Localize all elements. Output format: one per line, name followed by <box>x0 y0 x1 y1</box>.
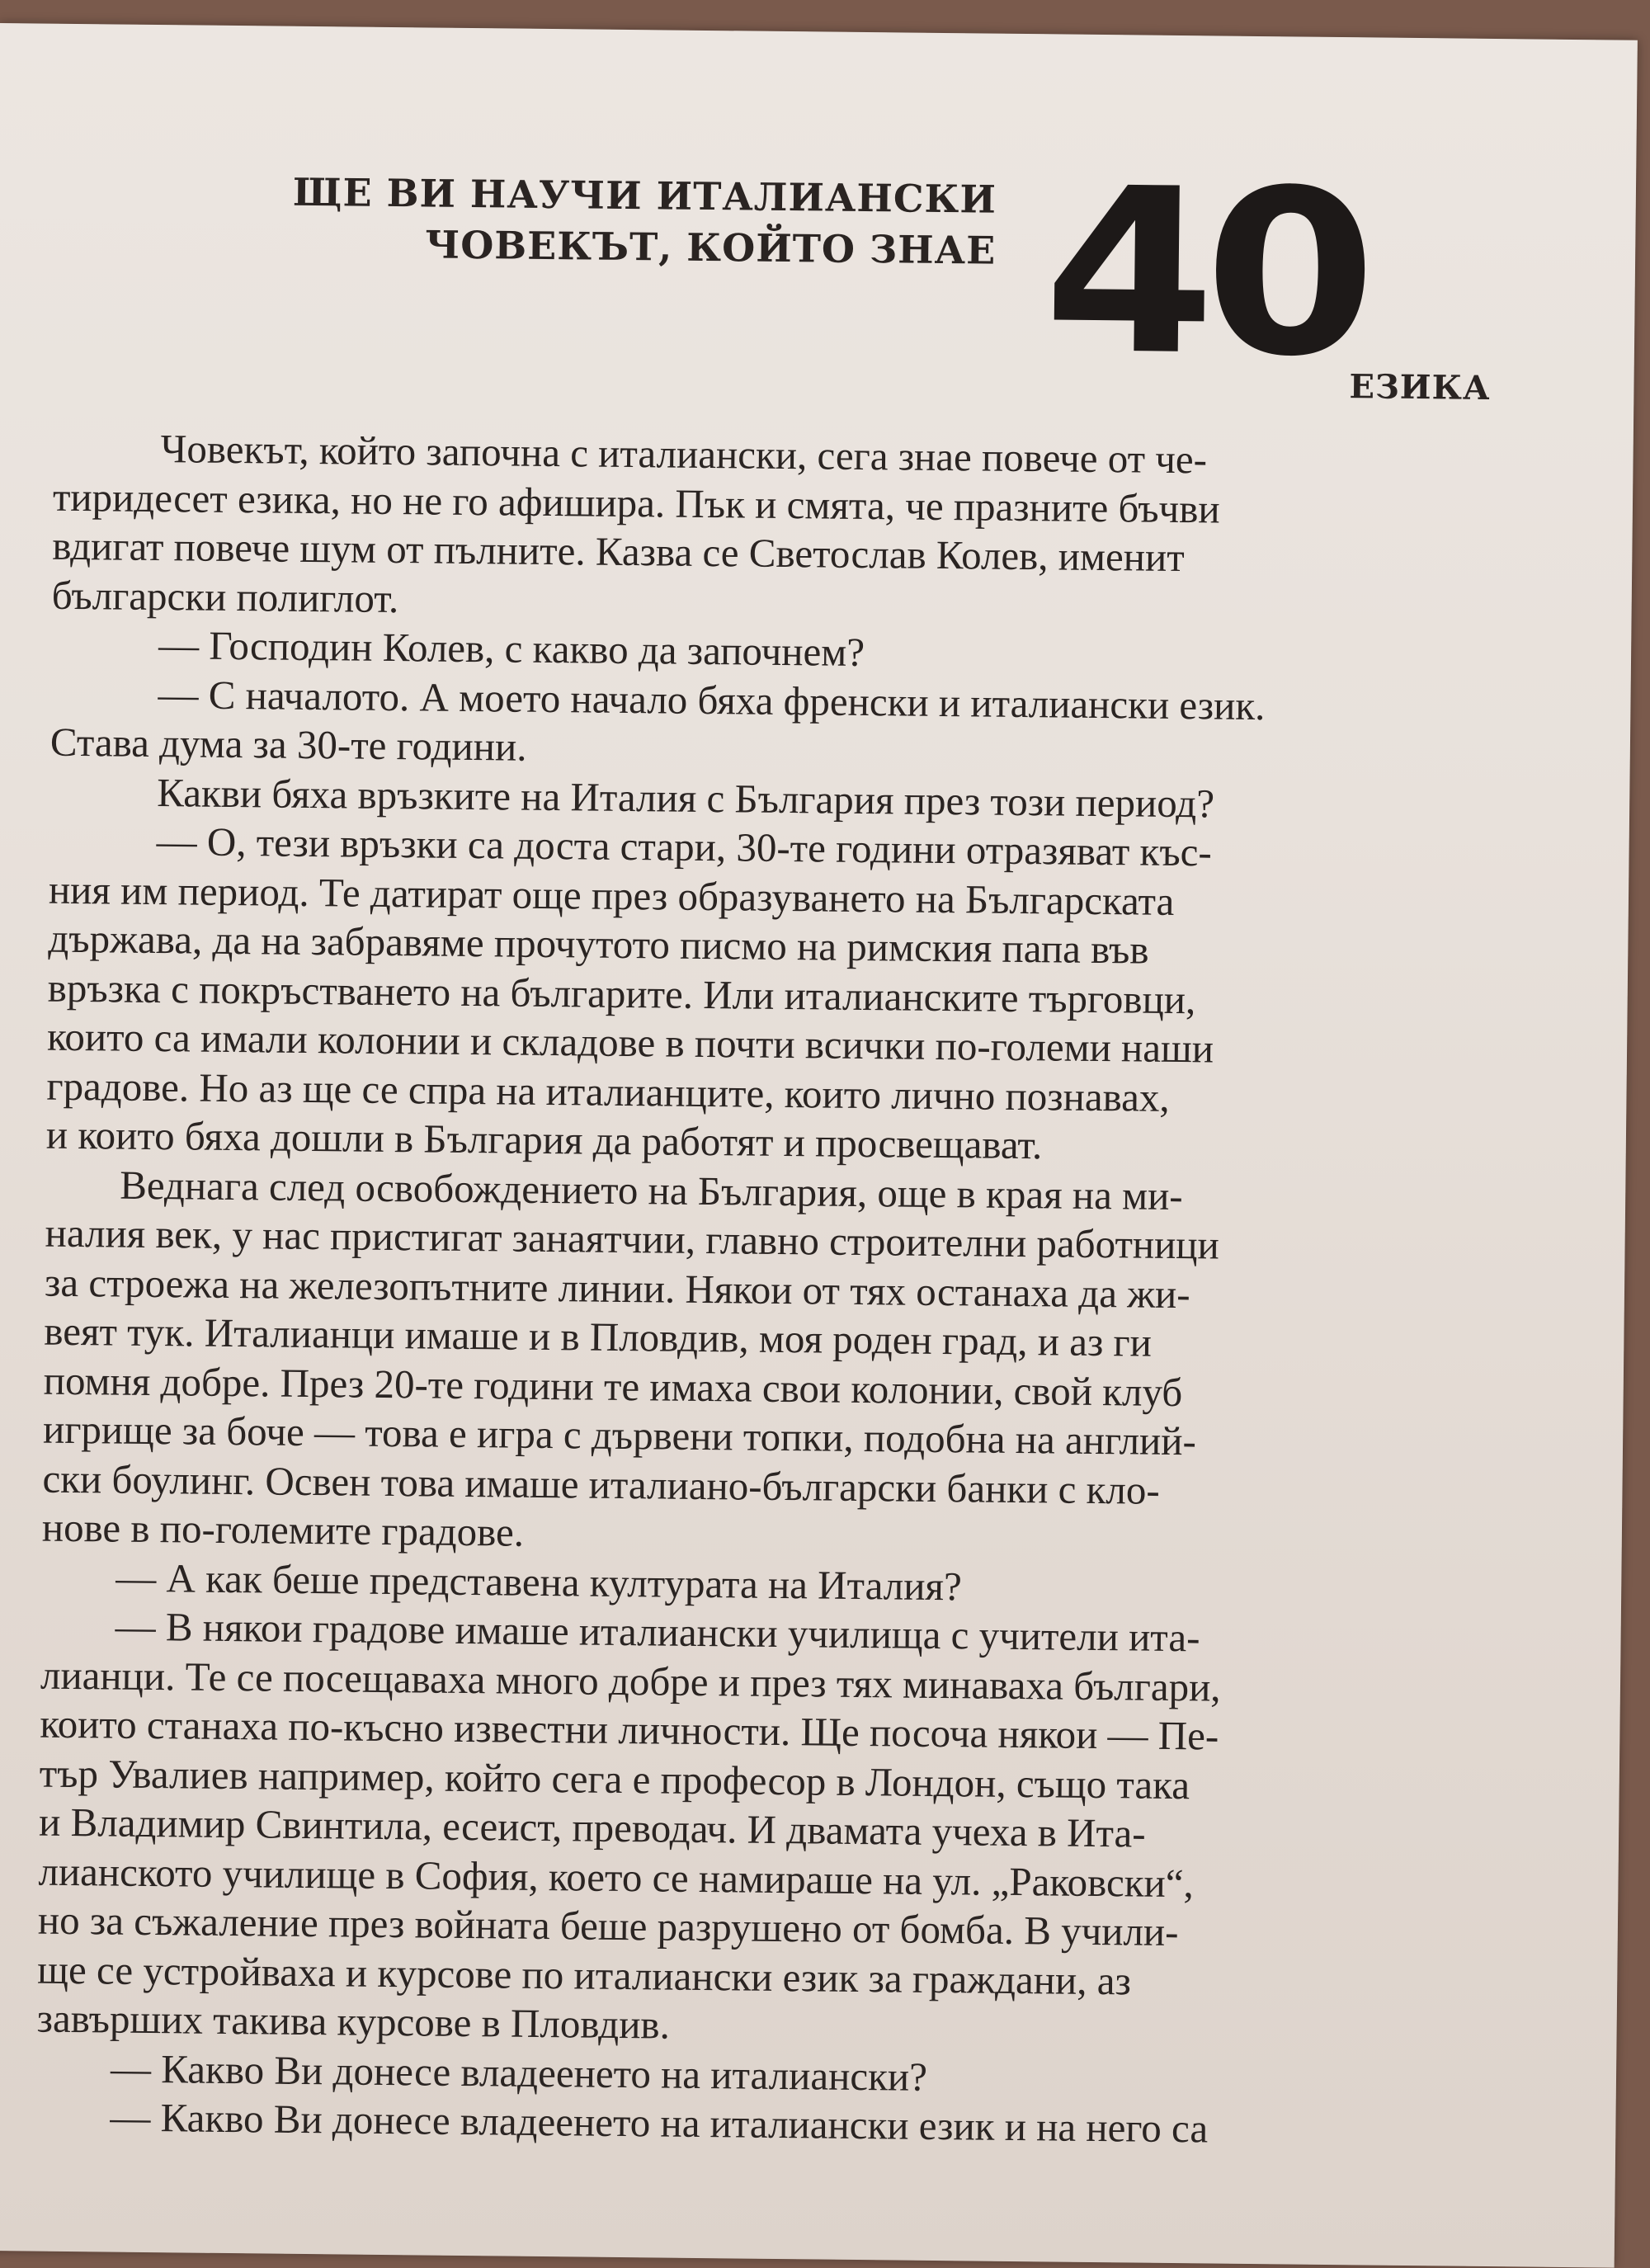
text-line: завърших такива курсове в Пловдив. <box>36 1995 671 2048</box>
text-line: веят тук. Италианци имаше и в Пловдив, моя роден град, и аз ги <box>44 1308 1153 1365</box>
number-unit-label: ЕЗИКА <box>1349 367 1491 408</box>
text-line: нове в по-големите градове. <box>41 1504 525 1555</box>
big-number-40: 40 <box>1042 139 1367 408</box>
text-line: ски боулинг. Освен това имаше италиано-български банки с кло- <box>42 1455 1160 1513</box>
headline-line-1: ЩЕ ВИ НАУЧИ ИТАЛИАНСКИ <box>292 169 997 222</box>
text-line: — В някои градове имаше италиански училища с учители ита- <box>115 1603 1200 1661</box>
text-line: и Владимир Свинтила, есеист, преводач. И двамата учеха в Ита- <box>38 1799 1146 1856</box>
text-line: Става дума за 30-те години. <box>50 719 527 770</box>
text-line: Веднага след освобождението на България, още в края на ми- <box>119 1162 1183 1219</box>
book-page <box>0 23 1638 2268</box>
text-line: Какви бяха връзките на Италия с България през този период? <box>156 769 1215 826</box>
text-line: — А как беше представена културата на Италия? <box>115 1554 963 1609</box>
text-line: лианци. Те се посещаваха много добре и през тях минаваха българи, <box>40 1652 1221 1710</box>
text-line: — Какво Ви донесе владеенето на италиански? <box>110 2045 928 2100</box>
text-line: — С началото. А моето начало бяха френски и италиански език. <box>158 671 1266 728</box>
text-line: за строежа на железопътните линии. Някои от тях останаха да жи- <box>44 1259 1190 1317</box>
text-line: тър Увалиев например, който сега е професор в Лондон, също така <box>39 1750 1190 1808</box>
text-line: и които бяха дошли в България да работят и просвещават. <box>45 1111 1043 1168</box>
text-line: които са имали колонии и складове в почти всички по-големи наши <box>46 1013 1214 1072</box>
text-line: Човекът, който започна с италиански, сега знае повече от че- <box>160 426 1208 483</box>
text-line: връзка с покръстването на българите. Или италианските търговци, <box>47 964 1196 1022</box>
text-line: ще се устройваха и курсове по италиански език за граждани, аз <box>37 1946 1132 2003</box>
text-line: но за съжаление през войната беше разрушено от бомба. В учили- <box>37 1897 1179 1955</box>
text-line: тиридесет езика, но не го афишира. Пък и смята, че празните бъчви <box>52 474 1220 532</box>
text-line: ния им период. Те датират още през образуването на Българската <box>48 866 1175 924</box>
text-line: български полиглот. <box>51 572 399 621</box>
text-line: лианското училище в София, което се намираше на ул. „Раковски“, <box>38 1848 1195 1906</box>
text-line: държава, да на забравяме прочутото писмо на римския папа във <box>48 915 1149 973</box>
headline-line-2: ЧОВЕКЪТ, КОЙТО ЗНАЕ <box>424 222 997 273</box>
article-headline <box>270 166 997 276</box>
text-line: — Господин Колев, с какво да започнем? <box>158 622 865 676</box>
text-line: вдигат повече шум от пълните. Казва се Светослав Колев, именит <box>52 522 1185 581</box>
text-line: градове. Но аз ще се спра на италианците, които лично познавах, <box>46 1063 1170 1120</box>
text-line: помня добре. През 20-те години те имаха свои колонии, свой клуб <box>43 1357 1183 1415</box>
text-line: които станаха по-късно известни личности. Ще посоча някои — Пе- <box>40 1700 1219 1759</box>
text-line: — Какво Ви донесе владеенето на италиански език и на него са <box>110 2094 1209 2152</box>
text-line: налия век, у нас пристигат занаятчии, главно строителни работници <box>45 1209 1220 1268</box>
text-line: игрище за боче — това е игра с дървени топки, подобна на англий- <box>42 1406 1197 1464</box>
article-body <box>35 423 1580 2157</box>
text-line: — О, тези връзки са доста стари, 30-те години отразяват къс- <box>156 818 1213 875</box>
